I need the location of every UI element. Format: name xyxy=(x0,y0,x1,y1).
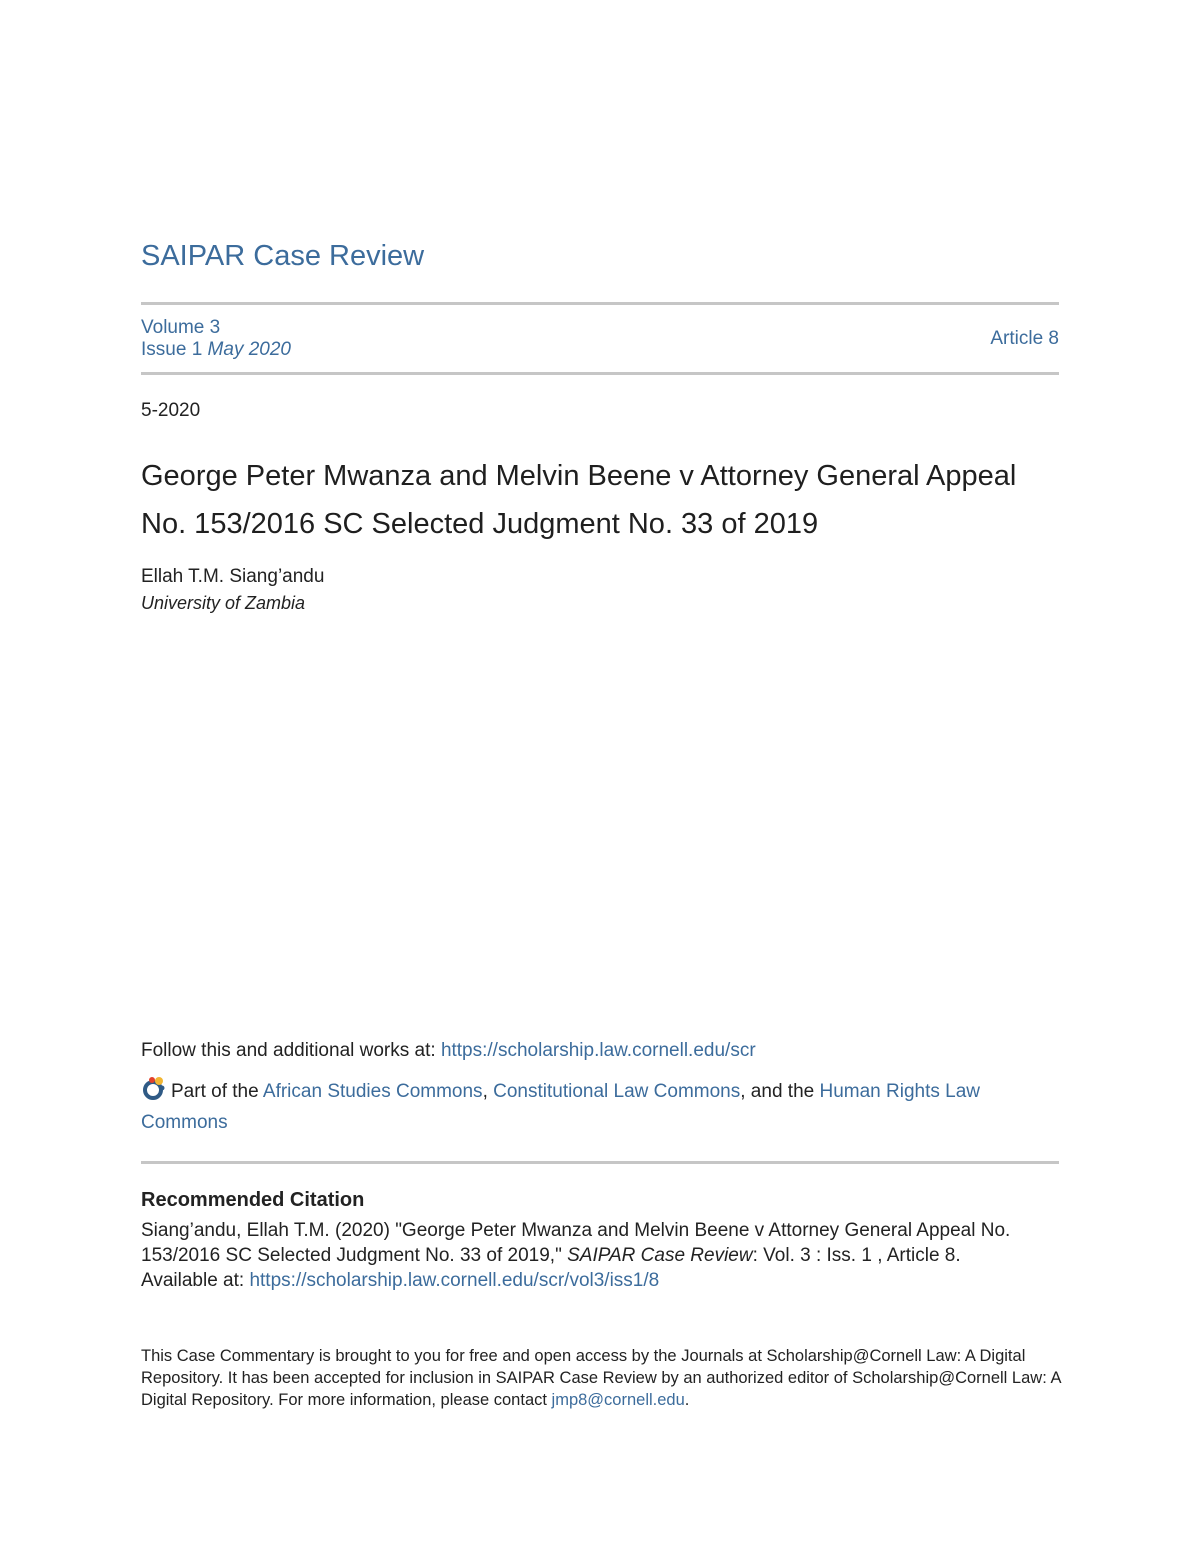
divider xyxy=(141,1161,1059,1164)
citation-url-link[interactable]: https://scholarship.law.cornell.edu/scr/vol3/iss1/8 xyxy=(249,1270,660,1291)
constitutional-law-commons-link[interactable]: Constitutional Law Commons xyxy=(493,1081,741,1102)
open-access-notice xyxy=(141,1345,1061,1411)
volume-link[interactable]: Volume 3 xyxy=(141,317,221,338)
citation-body: Siang’andu, Ellah T.M. (2020) "George Peter Mwanza and Melvin Beene v Attorney General Appeal No. 153/2016 SC Selected Judgment No. 33 of 2019," xyxy=(141,1220,1011,1266)
separator: , xyxy=(482,1081,494,1102)
part-of-commons xyxy=(141,1075,1041,1138)
contact-email-link[interactable]: jmp8@cornell.edu xyxy=(551,1391,685,1409)
citation-volume: : Vol. 3 : Iss. 1 , Article 8. xyxy=(752,1245,961,1266)
citation-journal: SAIPAR Case Review xyxy=(567,1245,753,1266)
recommended-citation-heading: Recommended Citation xyxy=(141,1189,365,1211)
journal-title[interactable]: SAIPAR Case Review xyxy=(141,240,425,272)
issue-label: Issue 1 xyxy=(141,339,203,360)
african-studies-commons-link[interactable]: African Studies Commons xyxy=(262,1081,483,1102)
follow-line xyxy=(141,1040,756,1062)
article-title: George Peter Mwanza and Melvin Beene v Attorney General Appeal No. 153/2016 SC Selected Judgment No. 33 of 2019 xyxy=(141,460,1017,540)
issue-date: May 2020 xyxy=(207,339,291,360)
author-name: Ellah T.M. Siang’andu xyxy=(141,566,325,587)
publication-date: 5-2020 xyxy=(141,400,201,421)
available-label: Available at: xyxy=(141,1270,250,1291)
issue-link[interactable] xyxy=(141,339,291,361)
human-rights-law-commons-link[interactable]: Human Rights Law Commons xyxy=(141,1081,981,1133)
part-of-prefix: Part of the xyxy=(171,1081,263,1102)
separator: , and the xyxy=(740,1081,820,1102)
author-affiliation: University of Zambia xyxy=(141,593,306,613)
repository-link[interactable]: https://scholarship.law.cornell.edu/scr xyxy=(440,1040,756,1061)
follow-label: Follow this and additional works at: xyxy=(141,1040,441,1061)
divider xyxy=(141,372,1059,375)
notice-text: This Case Commentary is brought to you for free and open access by the Journals at Scholarship@Cornell Law: A Digital Repository. It has been accepted for inclusion in SAIPAR Case Review by an authorized editor of Scholarship@Cornell Law: A Digital Repository. For more information, please contact xyxy=(141,1347,1061,1409)
commons-network-icon xyxy=(141,1075,167,1101)
article-number-link[interactable]: Article 8 xyxy=(990,328,1059,349)
divider xyxy=(141,302,1059,305)
notice-end: . xyxy=(684,1391,690,1409)
citation-text xyxy=(141,1218,1061,1293)
